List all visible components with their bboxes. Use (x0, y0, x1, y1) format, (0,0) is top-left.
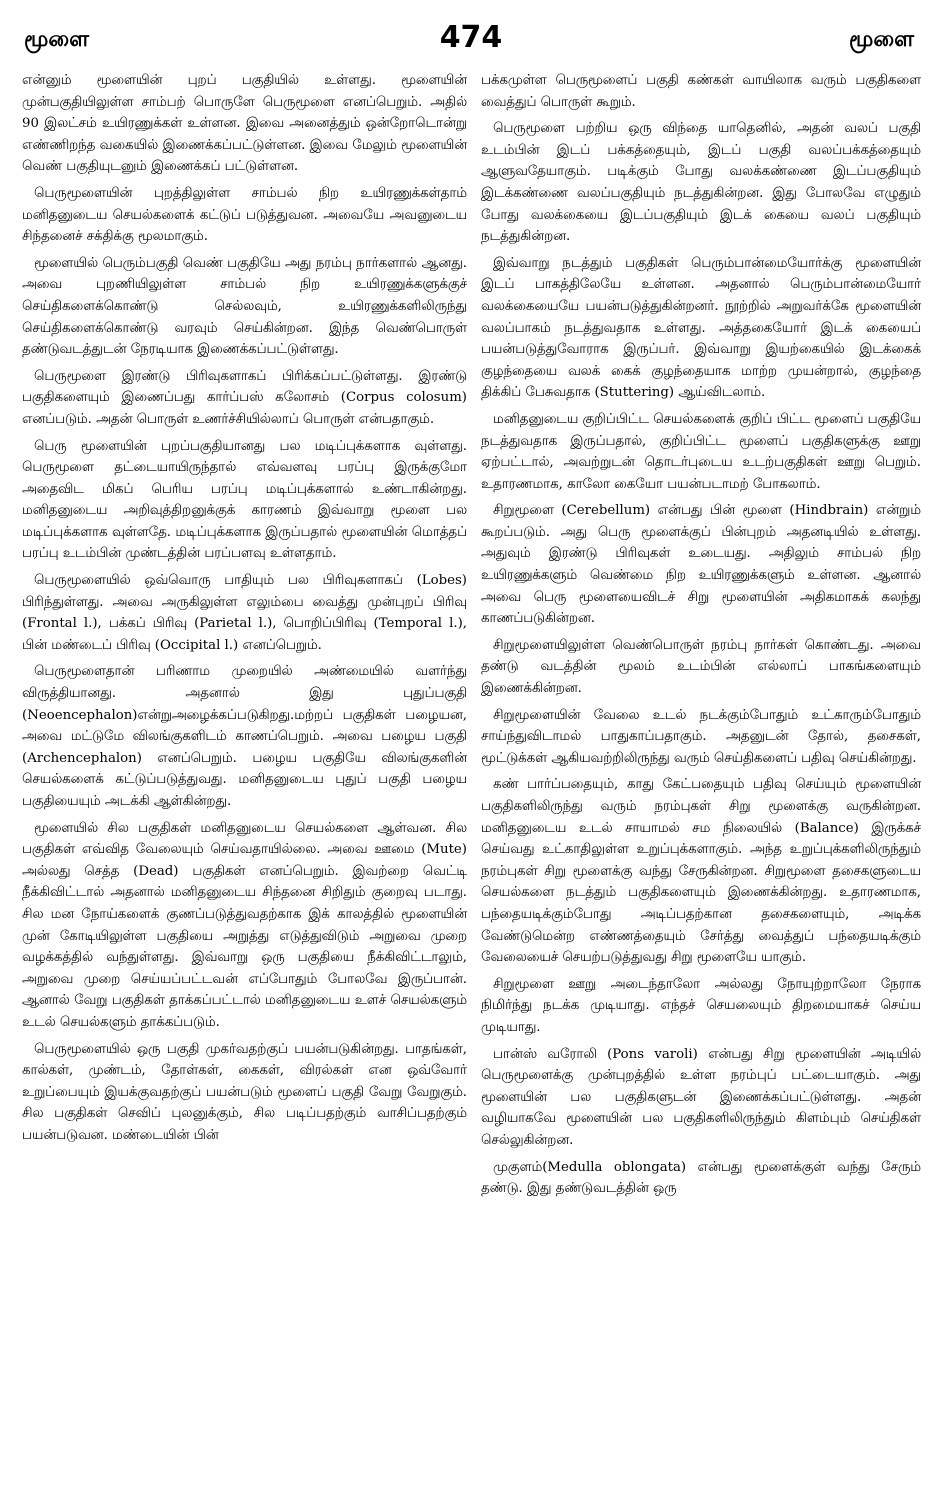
paragraph: மூளையில் சில பகுதிகள் மனிதனுடைய செயல்களை ஆள்வன. சில பகுதிகள் எவ்வித வேலையும் செய்வதாயில்லை. அவை ஊமை (Mute) அல்லது செத்த (Dead) பகுதிகள் எனப்பெறும். இவற்றை வெட்டி நீக்கிவிட்டால் அதனால் மனிதனுடைய சிந்தனை சிறிதும் குறைவு படாது. சில மன நோய்களைக் குணப்படுத்துவதற்காக இக் காலத்தில் மூளையின் முன் கோடியிலுள்ள பகுதியை அறுத்து எடுத்துவிடும் அறுவை முறை வழக்கத்தில் வந்துள்ளது. இவ்வாறு ஒரு பகுதியை நீக்கிவிட்டாலும், அறுவை முறை செய்யப்பட்டவன் எப்போதும் போலவே இருப்பான். ஆனால் வேறு பகுதிகள் தாக்கப்பட்டால் மனிதனுடைய உளச் செயல்களும் உடல் செயல்களும் தாக்கப்படும். (22, 820, 467, 1030)
paragraph: முகுளம்(Medulla oblongata) என்பது மூளைக்குள் வந்து சேரும் தண்டு. இது தண்டுவடத்தின் ஒரு (481, 1159, 921, 1197)
running-head-right: மூளை (848, 26, 914, 52)
left-column (22, 70, 467, 1152)
paragraph: மனிதனுடைய குறிப்பிட்ட செயல்களைக் குறிப் பிட்ட மூளைப் பகுதியே நடத்துவதாக இருப்பதால், குறிப்பிட்ட மூளைப் பகுதிகளுக்கு ஊறு ஏற்பட்டால், அவற்றுடன் தொடர்புடைய உடற்பகுதிகள் ஊறு பெறும். உதாரணமாக, காலோ கையோ பயன்படாமற் போகலாம். (481, 411, 921, 492)
paragraph: பெருமூளை பற்றிய ஒரு விந்தை யாதெனில், அதன் வலப் பகுதி உடம்பின் இடப் பக்கத்தையும், இடப் பகுதி வலப்பக்கத்தையும் ஆளுவதேயாகும். படிக்கும் போது வலக்கண்ணை இடப்பகுதியும் இடக்கண்ணை வலப்பகுதியும் நடத்துகின்றன. இது போலவே எழுதும் போது வலக்கையை இடப்பகுதியும் இடக் கையை வலப் பகுதியும் நடத்துகின்றன. (481, 121, 921, 245)
paragraph: சிறுமூளையின் வேலை உடல் நடக்கும்போதும் உட்காரும்போதும் சாய்ந்துவிடாமல் பாதுகாப்பதாகும். அதனுடன் தோல், தசைகள், மூட்டுக்கள் ஆகியவற்றிலிருந்து வரும் செய்திகளைப் பதிவு செய்கின்றது. (481, 707, 921, 766)
paragraph: என்னும் மூளையின் புறப் பகுதியில் உள்ளது. மூளையின் முன்பகுதியிலுள்ள சாம்பற் பொருளே பெருமூளை எனப்பெறும். அதில் 90 இலட்சம் உயிரணுக்கள் உள்ளன. இவை அனைத்தும் ஒன்றோடொன்று எண்ணிறந்த வகையில் இணைக்கப்பட்டுள்ளன. இவை மேலும் மூளையின் வெண் பகுதியுடனும் இணைக்கப் பட்டுள்ளன. (22, 73, 467, 175)
paragraph: பக்கமுள்ள பெருமூளைப் பகுதி கண்கள் வாயிலாக வரும் பகுதிகளை வைத்துப் பொருள் கூறும். (481, 73, 921, 110)
right-column (481, 70, 921, 1205)
paragraph: கண் பார்ப்பதையும், காது கேட்பதையும் பதிவு செய்யும் மூளையின் பகுதிகளிலிருந்து வரும் நரம்புகள் சிறு மூளைக்கு வருகின்றன. மனிதனுடைய உடல் சாயாமல் சம நிலையில் (Balance) இருக்கச் செய்வது உட்காதிலுள்ள உறுப்புக்களாகும். அந்த உறுப்புக்களிலிருந்தும் நரம்புகள் சிறு மூளைக்கு வந்து சேருகின்றன. சிறுமூளை தசைகளுடைய செயல்களை நடத்தும் பகுதிகளையும் இணைக்கின்றது. உதாரணமாக, பந்தையடிக்கும்போது அடிப்பதற்கான தசைகளையும், அடிக்க வேண்டுமென்ற எண்ணத்தையும் சேர்த்து வைத்துப் பந்தையடிக்கும் வேலையைச் செயற்படுத்துவது சிறு மூளையே யாகும். (481, 777, 921, 966)
paragraph: சிறுமூளையிலுள்ள வெண்பொருள் நரம்பு நார்கள் கொண்டது. அவை தண்டு வடத்தின் மூலம் உடம்பின் எல்லாப் பாகங்களையும் இணைக்கின்றன. (481, 637, 921, 697)
paragraph: பெருமூளை இரண்டு பிரிவுகளாகப் பிரிக்கப்பட்டுள்ளது. இரண்டு பகுதிகளையும் இணைப்பது கார்ப்பஸ் கலோசம் (Corpus colosum) எனப்படும். அதன் பொருள் உணர்ச்சியில்லாப் பொருள் என்பதாகும். (22, 368, 467, 427)
paragraph: பான்ஸ் வரோலி (Pons varoli) என்பது சிறு மூளையின் அடியில் பெருமூளைக்கு முன்புறத்தில் உள்ள நரம்புப் பட்டையாகும். அது மூளையின் பல பகுதிகளுடன் இணைக்கப்பட்டுள்ளது. அதன் வழியாகவே மூளையின் பல பகுதிகளிலிருந்தும் கிளம்பும் செய்திகள் செல்லுகின்றன. (481, 1046, 921, 1148)
page-number: 474 (439, 20, 503, 55)
paragraph: பெருமூளையில் ஒரு பகுதி முகர்வதற்குப் பயன்படுகின்றது. பாதங்கள், கால்கள், முண்டம், தோள்கள், கைகள், விரல்கள் என ஒவ்வோர் உறுப்பையும் இயக்குவதற்குப் பயன்படும் மூளைப் பகுதி வேறு வேறுகும். சில பகுதிகள் செவிப் புலனுக்கும், சில படிப்பதற்கும் வாசிப்பதற்கும் பயன்படுவன. மண்டையின் பின் (22, 1041, 467, 1143)
paragraph: பெருமூளையில் ஒவ்வொரு பாதியும் பல பிரிவுகளாகப் (Lobes) பிரிந்துள்ளது. அவை அருகிலுள்ள எலும்பை வைத்து முன்புறப் பிரிவு (Frontal l.), பக்கப் பிரிவு (Parietal l.), பொறிப்பிரிவு (Temporal l.), பின் மண்டைப் பிரிவு (Occipital l.) எனப்பெறும். (22, 573, 467, 653)
paragraph: சிறுமூளை ஊறு அடைந்தாலோ அல்லது நோயுற்றாலோ நேராக நிமிர்ந்து நடக்க முடியாது. எந்தச் செயலையும் திறமையாகச் செய்ய முடியாது. (481, 976, 921, 1035)
paragraph: பெருமூளைதான் பரிணாம முறையில் அண்மையில் வளர்ந்து விருத்தியானது. அதனால் இது புதுப்பகுதி (Neoencephalon)என்றுஅழைக்கப்படுகிறது.மற்றப் பகுதிகள் பழையன, அவை மட்டுமே விலங்குகளிடம் காணப்பெறும். அவை பழைய பகுதி (Archencephalon) எனப்பெறும். பழைய பகுதியே விலங்குகளின் செயல்களைக் கட்டுப்படுத்துவது. மனிதனுடைய புதுப் பகுதி பழைய பகுதியையும் அடக்கி ஆள்கின்றது. (22, 664, 467, 809)
running-head-left: மூளை (24, 26, 90, 52)
paragraph: மூளையில் பெரும்பகுதி வெண் பகுதியே அது நரம்பு நார்களால் ஆனது. அவை புறணியிலுள்ள சாம்பல் நிற உயிரணுக்களுக்குச் செய்திகளைக்கொண்டு செல்லவும், உயிரணுக்களிலிருந்து செய்திகளைக்கொண்டு வரவும் செய்கின்றன. இந்த வெண்பொருள் தண்டுவடத்துடன் நேரடியாக இணைக்கப்பட்டுள்ளது. (22, 255, 467, 358)
paragraph: பெருமூளையின் புறத்திலுள்ள சாம்பல் நிற உயிரணுக்கள்தாம் மனிதனுடைய செயல்களைக் கட்டுப் படுத்துவன. அவையே அவனுடைய சிந்தனைச் சக்திக்கு மூலமாகும். (22, 185, 467, 245)
page-header (22, 18, 920, 70)
paragraph: சிறுமூளை (Cerebellum) என்பது பின் மூளை (Hindbrain) என்றும் கூறப்படும். அது பெரு மூளைக்குப் பின்புறம் அதனடியில் உள்ளது. அதுவும் இரண்டு பிரிவுகள் உடையது. அதிலும் சாம்பல் நிற உயிரணுக்களும் வெண்மை நிற உயிரணுக்களும் உள்ளன. ஆனால் அவை பெரு மூளையைவிடச் சிறு மூளையின் அதிகமாகக் கலந்து காணப்படுகின்றன. (481, 503, 921, 627)
paragraph: இவ்வாறு நடத்தும் பகுதிகள் பெரும்பான்மையோர்க்கு மூளையின் இடப் பாகத்திலேயே உள்ளன. அதனால் பெரும்பான்மையோர் வலக்கையையே பயன்படுத்துகின்றனர். நூற்றில் அறுவர்க்கே மூளையின் வலப்பாகம் நடத்துவதாக உள்ளது. அத்தகையோர் இடக் கையைப் பயன்படுத்துவோராக இருப்பர். இவ்வாறு இயற்கையில் இடக்கைக் குழந்தையை வலக் கைக் குழந்தையாக மாற்ற முயன்றால், குழந்தை திக்கிப் பேசுவதாக (Stuttering) ஆய்விடலாம். (481, 255, 921, 401)
text-columns (22, 70, 920, 1205)
paragraph: பெரு மூளையின் புறப்பகுதியானது பல மடிப்புக்களாக வுள்ளது. பெருமூளை தட்டையாயிருந்தால் எவ்வளவு பரப்பு இருக்குமோ அதைவிட மிகப் பெரிய பரப்பு மடிப்புக்களால் உண்டாகின்றது. மனிதனுடைய அறிவுத்திறனுக்குக் காரணம் இவ்வாறு மூளை பல மடிப்புக்களாக வுள்ளதே. மடிப்புக்களாக இருப்பதால் மூளையின் மொத்தப் பரப்பு உடம்பின் முண்டத்தின் பரப்பளவு உள்ளதாம். (22, 438, 467, 562)
